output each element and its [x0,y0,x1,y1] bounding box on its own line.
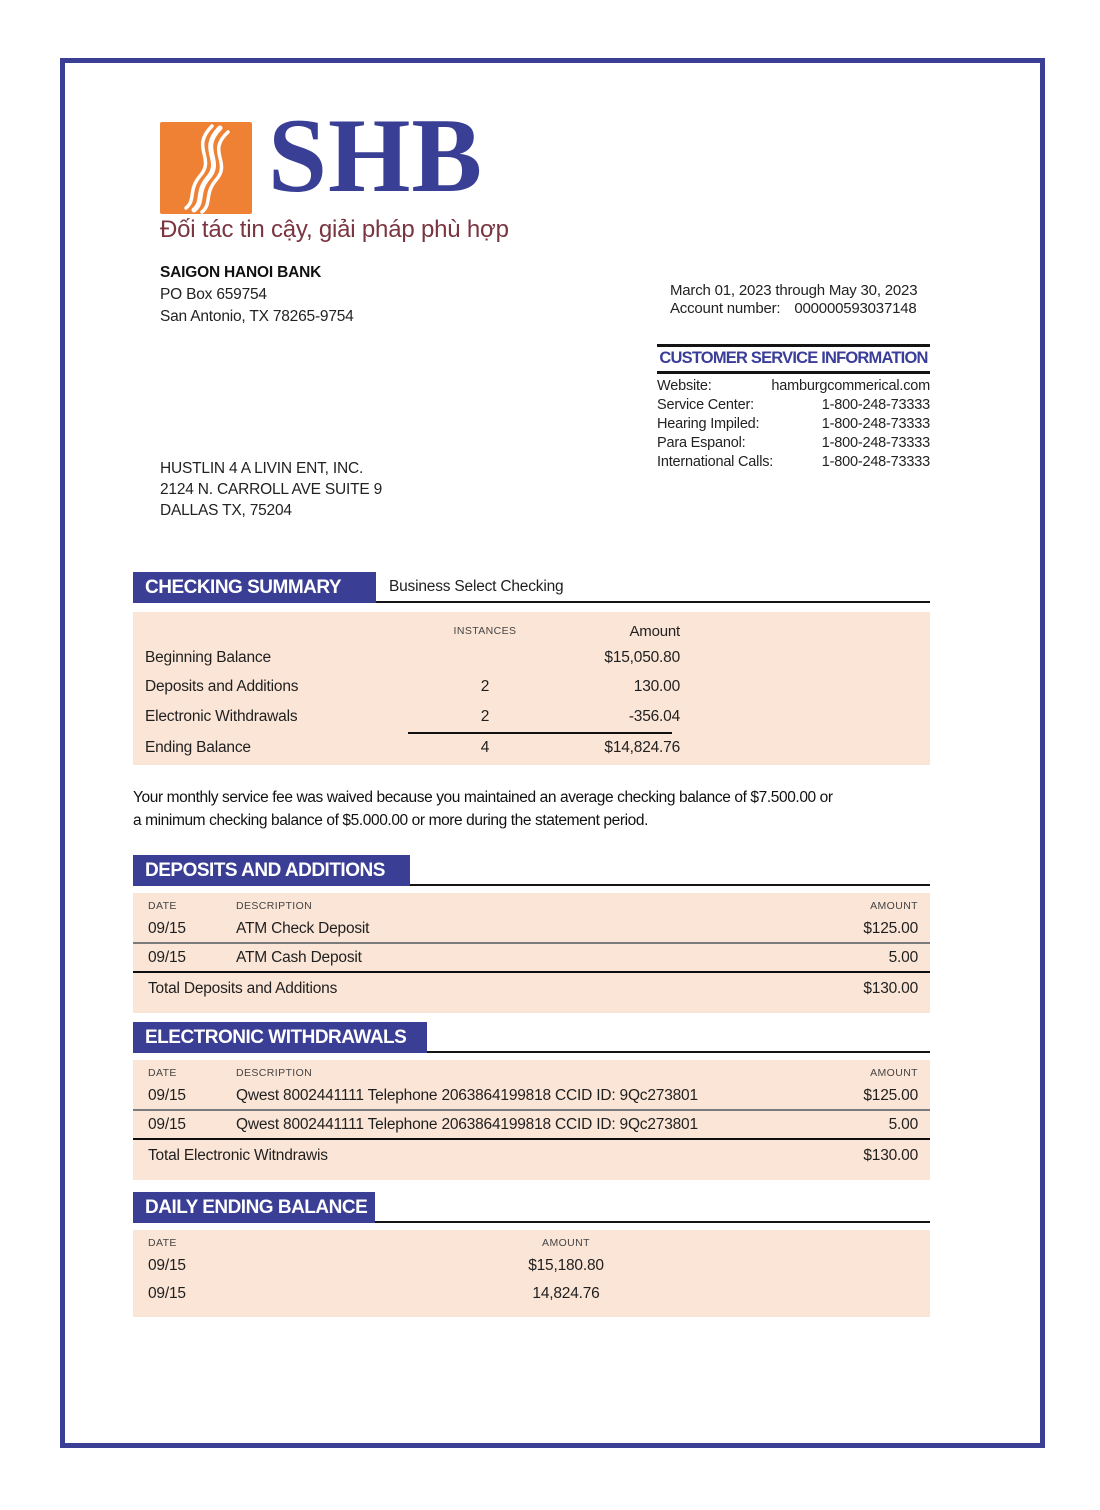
deposits-rule [410,855,930,886]
row-label: Deposits and Additions [145,678,299,696]
customer-address-block [160,458,382,521]
cs-value: 1-800-248-73333 [821,435,930,451]
cs-label: Hearing Impiled: [657,416,760,432]
deposits-column-headers [133,893,930,915]
account-number-line [670,300,917,318]
deposit-row [133,944,930,971]
cs-label: International Calls: [657,454,774,470]
total-label: Total Deposits and Additions [148,979,338,997]
withdrawals-table [133,1060,930,1180]
row-amount: -356.04 [628,707,680,725]
row-instances: 4 [480,739,490,757]
daily-balance-section-header [133,1192,930,1223]
bank-address-line1: PO Box 659754 [160,286,267,303]
checking-summary-rule [376,572,930,603]
row-label: Electronic Withdrawals [145,707,298,725]
bank-address-line2: San Antonio, TX 78265-9754 [160,308,354,325]
tx-date: 09/15 [148,919,186,937]
total-amount: $130.00 [863,1146,918,1164]
tx-amount: 5.00 [888,948,918,966]
tx-description: ATM Cash Deposit [236,948,362,966]
bank-address-block [160,262,354,328]
db-date: 09/15 [148,1257,186,1274]
customer-service-title: CUSTOMER SERVICE INFORMATION [657,344,930,374]
statement-period: March 01, 2023 through May 30, 2023 [670,282,918,299]
row-label: Beginning Balance [145,648,271,666]
tx-date: 09/15 [148,948,186,966]
db-date: 09/15 [148,1285,186,1302]
daily-balance-table [133,1230,930,1317]
cs-value-website: hamburgcommerical.com [771,378,930,394]
summary-row-beginning-balance [133,643,930,673]
brand-tagline: Đối tác tin cậy, giải pháp phù hợp [160,216,509,243]
withdrawals-column-headers [133,1060,930,1082]
amount-column-header: AMOUNT [870,1067,918,1079]
tx-description: Qwest 8002441111 Telephone 2063864199818 CCID ID: 9Qc273801 [236,1086,698,1104]
withdrawal-row [133,1111,930,1138]
deposits-table [133,893,930,1013]
cs-row-website [657,377,930,396]
daily-balance-row [133,1252,930,1280]
row-amount: $14,824.76 [604,739,680,757]
customer-address-line3: DALLAS TX, 75204 [160,502,292,519]
cs-value: 1-800-248-73333 [821,397,930,413]
customer-address-line2: 2124 N. CARROLL AVE SUITE 9 [160,481,383,498]
daily-balance-row [133,1280,930,1308]
tx-amount: $125.00 [863,919,918,937]
cs-value: 1-800-248-73333 [821,416,930,432]
account-number-label: Account number: [670,299,781,317]
account-number-value: 000000593037148 [794,299,917,317]
date-column-header: DATE [148,1067,177,1079]
withdrawals-rule [427,1022,930,1053]
cs-label: Para Espanol: [657,435,746,451]
amount-column-header: AMOUNT [542,1237,590,1249]
cs-row-espanol [657,434,930,453]
daily-balance-column-headers [133,1230,930,1252]
total-amount: $130.00 [863,979,918,997]
tx-date: 09/15 [148,1115,186,1133]
row-instances: 2 [480,678,490,696]
withdrawals-title-badge: ELECTRONIC WITHDRAWALS [133,1022,427,1053]
customer-name: HUSTLIN 4 A LIVIN ENT, INC. [160,460,364,477]
amount-column-header: AMOUNT [870,900,918,912]
deposit-row [133,915,930,942]
summary-row-deposits [133,673,930,703]
tx-amount: 5.00 [888,1115,918,1133]
customer-service-box [657,344,930,472]
shb-logo-mark [160,122,252,219]
statement-meta [670,282,917,317]
cs-row-service-center [657,396,930,415]
row-label: Ending Balance [145,739,251,757]
daily-balance-title-badge: DAILY ENDING BALANCE [133,1192,375,1223]
cs-row-hearing [657,415,930,434]
summary-column-headers [133,619,930,643]
summary-row-withdrawals [133,702,930,732]
service-fee-note: Your monthly service fee was waived because you maintained an average checking balance of $7.500.00 or a minimum checking balance of $5.000.00 or more during the statement period. [133,789,833,829]
row-amount: 130.00 [633,678,680,696]
customer-service-rows [657,374,930,472]
row-instances: 2 [480,707,490,725]
checking-summary-table [133,612,930,765]
tx-date: 09/15 [148,1086,186,1104]
total-label: Total Electronic Witndrawis [148,1146,328,1164]
checking-summary-header [133,572,930,603]
cs-label: Service Center: [657,397,754,413]
deposits-section-header [133,855,930,886]
deposits-title-badge: DEPOSITS AND ADDITIONS [133,855,410,886]
tx-description: ATM Check Deposit [236,919,370,937]
withdrawals-total-row [133,1140,930,1171]
tx-description: Qwest 8002441111 Telephone 2063864199818 CCID ID: 9Qc273801 [236,1115,698,1133]
instances-column-header: INSTANCES [453,625,517,637]
description-column-header: DESCRIPTION [236,900,313,912]
deposits-total-row [133,973,930,1004]
tx-amount: $125.00 [863,1086,918,1104]
summary-row-ending-balance [133,734,930,764]
date-column-header: DATE [148,900,177,912]
amount-column-header: Amount [629,622,680,640]
shb-wordmark: SHB [268,97,484,214]
db-amount: 14,824.76 [532,1285,600,1302]
db-amount: $15,180.80 [528,1257,604,1274]
checking-summary-subtitle: Business Select Checking [389,577,564,595]
row-amount: $15,050.80 [604,648,680,666]
bank-name: SAIGON HANOI BANK [160,264,322,281]
date-column-header: DATE [148,1237,177,1249]
cs-value: 1-800-248-73333 [821,454,930,470]
withdrawals-section-header [133,1022,930,1053]
checking-summary-title-badge: CHECKING SUMMARY [133,572,376,603]
logo-wave-icon [160,122,252,214]
description-column-header: DESCRIPTION [236,1067,313,1079]
cs-label: Website: [657,378,712,394]
cs-row-international [657,453,930,472]
withdrawal-row [133,1082,930,1109]
daily-balance-rule [375,1192,930,1223]
